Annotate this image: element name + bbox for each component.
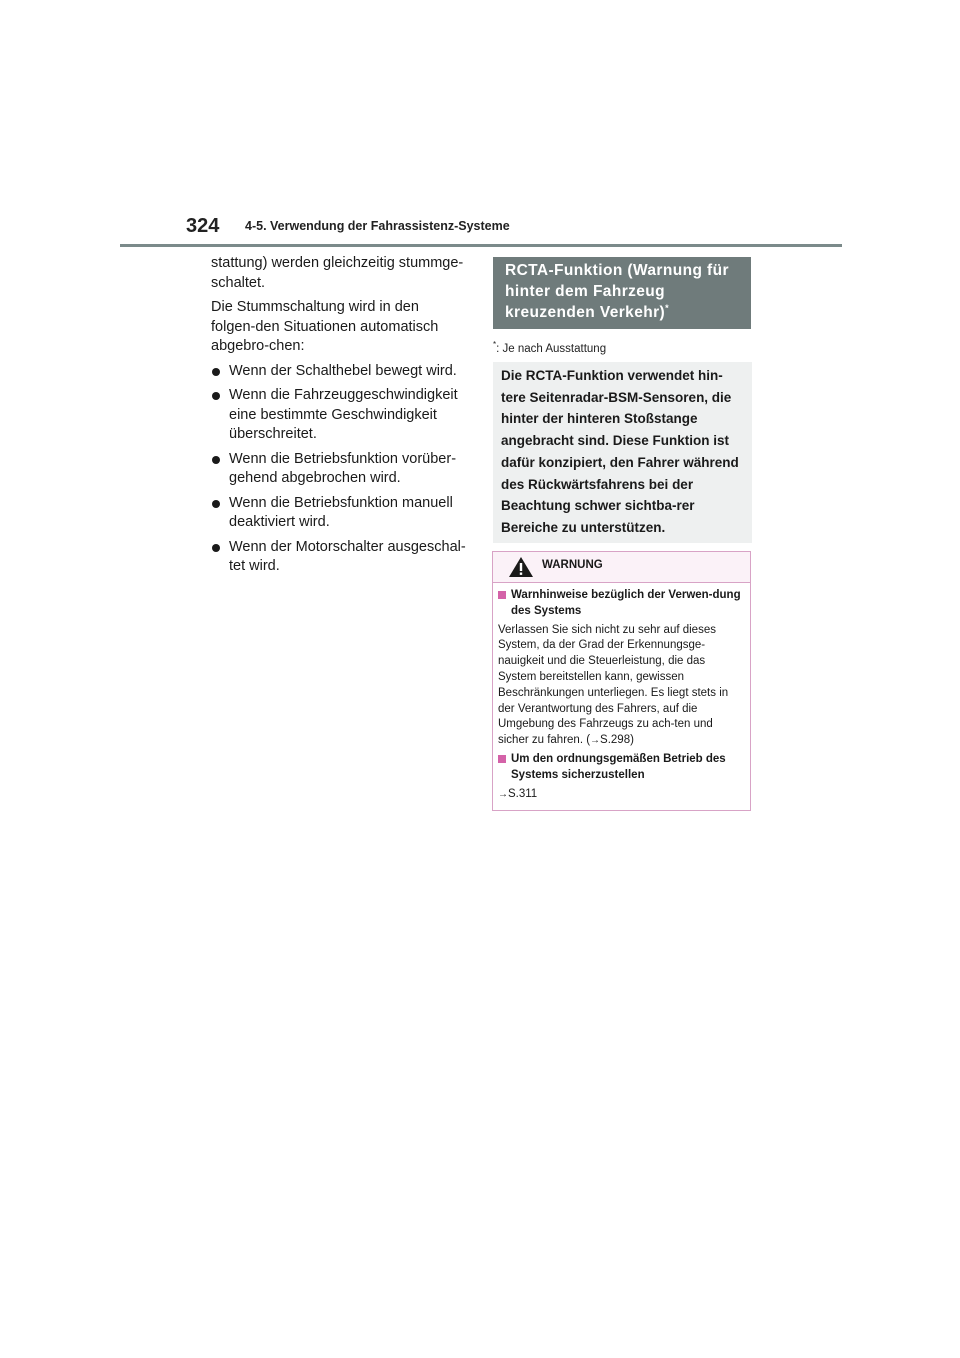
list-item: Wenn der Motorschalter ausgeschal-tet wird. [211,538,466,577]
warning-heading: Warnhinweise bezüglich der Verwen-dung des Systems [498,588,744,620]
page-reference[interactable]: S.311 [508,787,538,800]
intro-box [493,362,752,543]
warning-title: WARNUNG [542,559,603,571]
footnote-text: : Je nach Ausstattung [496,342,607,355]
warning-triangle-icon [508,556,534,578]
section-title-marker: * [665,302,669,313]
section-header [493,257,751,329]
running-title: 4-5. Verwendung der Fahrassistenz-Systeme [245,219,510,233]
bullet-list [211,362,466,577]
section-title: RCTA-Funktion (Warnung für hinter dem Fahrzeug kreuzenden Verkehr) [505,262,729,321]
left-column [211,254,466,582]
page-number: 324 [186,215,220,237]
warning-text [498,623,744,749]
footnote-marker: * [493,340,497,349]
paragraph: Die Stummschaltung wird in den folgen-den Situationen automatisch abgebro-chen: [211,299,439,354]
warning-header [493,552,750,583]
arrow-icon: → [498,788,508,800]
warning-box [492,551,751,811]
list-item: Wenn die Fahrzeuggeschwindigkeit eine bestimmte Geschwindigkeit überschreitet. [211,386,466,445]
paragraph: stattung) werden gleichzeitig stummge-schaltet. [211,255,464,291]
page-reference[interactable]: S.298 [600,734,631,747]
text-close: ) [630,734,634,747]
list-item: Wenn die Betriebsfunktion vorüber-gehend abgebrochen wird. [211,450,466,489]
warning-text-body: Verlassen Sie sich nicht zu sehr auf dieses System, da der Grad der Erkennungsge-nauigkeit und die Steuerleistung, die das System bereitstellen kann, gewissen Beschränkungen unterliegen. Es liegt stets in der Verantwortung des Fahrers, auf die Umgebung des Fahrzeugs zu ach-ten und sicher zu fahren. ( [498,623,729,747]
intro-text: Die RCTA-Funktion verwendet hin-tere Seitenradar-BSM-Sensoren, die hinter der hinteren Stoßstange angebracht sind. Diese Funktion ist dafür konzipiert, den Fahrer während des Rückwärtsfahrens bei der Beachtung schwer sichtba-rer Bereiche zu unterstützen. [501,368,739,535]
list-item: Wenn der Schalthebel bewegt wird. [211,362,466,382]
warning-text [498,787,744,803]
warning-body [493,583,750,802]
header-rule [120,244,842,247]
list-item: Wenn die Betriebsfunktion manuell deaktiviert wird. [211,494,466,533]
warning-heading: Um den ordnungsgemäßen Betrieb des Systems sicherzustellen [498,752,744,784]
footnote [493,340,606,355]
arrow-icon: → [590,735,601,747]
